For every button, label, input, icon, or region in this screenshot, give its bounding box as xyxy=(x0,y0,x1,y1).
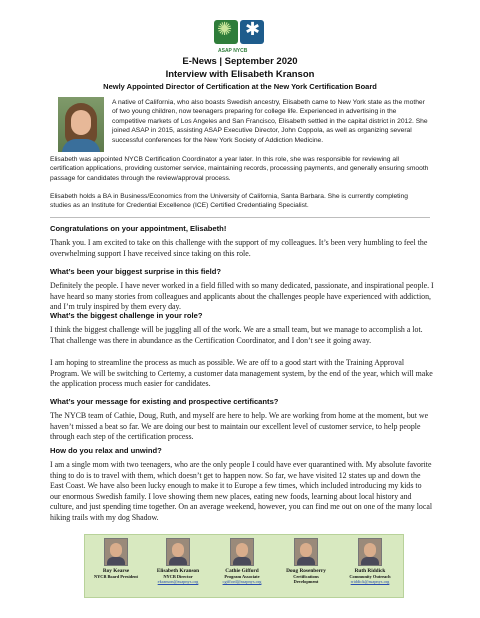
staff-photo xyxy=(104,538,128,566)
question-heading: How do you relax and unwind? xyxy=(50,446,162,455)
answer-paragraph: I think the biggest challenge will be juggling all of the work. We are a small team, but we manage to accomplish a lot. That challenge was there in abundance as the Certification Coordinator, and I don’t see it going away. xyxy=(50,325,423,345)
answer-paragraph: Definitely the people. I have never worked in a field filled with so many dedicated, passionate, and inspirational people. I have heard so many stories from colleagues and applicants about the challenges people have experienced with addiction, and I’m truly inspired by them every day. xyxy=(50,281,434,311)
question-heading: What’s the biggest challenge in your role? xyxy=(50,311,203,320)
staff-email-link[interactable]: cgifford@asapnys.org xyxy=(222,579,262,584)
intro-paragraph-2: Elisabeth was appointed NYCB Certification Coordinator a year later. In this role, she was responsible for reviewing all certification applications, providing customer service, maintaining records, processing payments, and generally ensuring smooth passage for candidates through the review/approval process. xyxy=(50,156,429,182)
staff-role: NYCB Director xyxy=(163,574,193,579)
nycb-logo-icon xyxy=(240,20,264,44)
question-heading: What’s been your biggest surprise in this field? xyxy=(50,267,222,276)
question-heading: What’s your message for existing and prospective certificants? xyxy=(50,397,279,406)
staff-card xyxy=(275,538,337,584)
intro-paragraph-1: A native of California, who also boasts Swedish ancestry, Elisabeth came to New York state as the mother of two young children, now teenagers preparing for college life. Experienced in advertising in the competitive markets of Los Angeles and San Francisco, Elisabeth settled in the capital district in 2012. She joined ASAP in 2015, assisting ASAP Executive Director, John Coppola, as well as organizing several successful conferences for the New York Society of Addiction Medicine. xyxy=(112,99,428,144)
staff-role: Certifications xyxy=(293,574,319,579)
asap-logo-icon xyxy=(214,20,238,44)
answer-paragraph: Thank you. I am excited to take on this challenge with the support of my colleagues. It’s been very humbling to feel the overwhelming support I have received since taking on this role. xyxy=(50,238,428,258)
staff-photo xyxy=(230,538,254,566)
staff-name: Doug Rosenberry xyxy=(286,568,326,574)
staff-role: Community Outreach xyxy=(349,574,391,579)
logo-caption: ASAP NYCB xyxy=(218,48,248,54)
intro-paragraph-3: Elisabeth holds a BA in Business/Economics from the University of California, Santa Barbara. She is currently completing studies as an Institute for Credential Excellence (ICE) Certified Credentialing Specialist. xyxy=(50,193,408,210)
staff-email-link[interactable]: ekranson@asapnys.org xyxy=(157,579,199,584)
staff-card xyxy=(85,538,147,579)
staff-name: Elisabeth Kranson xyxy=(156,568,200,574)
newsletter-issue: E-News | September 2020 xyxy=(182,56,298,67)
article-title: Interview with Elisabeth Kranson xyxy=(165,69,315,80)
answer-paragraph: I am hoping to streamline the process as much as possible. We are off to a good start with the Training Approval Program. We will be switching to Certemy, a customer data management system, by the end of the year, which will make the application process much easier for candidates. xyxy=(50,358,433,388)
staff-role-line2: Development xyxy=(293,579,319,584)
answer-paragraph: The NYCB team of Cathie, Doug, Ruth, and myself are here to help. We are working from home at the moment, but we haven’t missed a beat so far. We are doing our best to maintain our excellent level of customer service, to help people through each step of the certification process. xyxy=(50,411,429,441)
staff-name: Ruth Riddick xyxy=(354,568,386,574)
staff-card xyxy=(339,538,401,584)
portrait-photo xyxy=(58,97,104,152)
staff-name: Cathie Gifford xyxy=(225,568,259,574)
divider xyxy=(50,217,430,218)
staff-card xyxy=(147,538,209,584)
staff-role: Program Associate xyxy=(224,574,260,579)
question-heading: Congratulations on your appointment, Elisabeth! xyxy=(50,224,227,233)
staff-panel xyxy=(84,534,404,598)
staff-photo xyxy=(166,538,190,566)
staff-photo xyxy=(294,538,318,566)
logo-group xyxy=(214,20,268,48)
article-subtitle: Newly Appointed Director of Certification at the New York Certification Board xyxy=(103,82,377,91)
answer-paragraph: I am a single mom with two teenagers, who are the only people I could have ever quarantined with. My absolute favorite thing to do is to travel with them, which doesn’t get to happen now. So far, we have visited 12 states up and down the East Coast. We have also been lucky enough to make it to Europe a few times, which included introducing my kids to our enormous Swedish family. I love showing them new places, eating new foods, learning about local history and culture, and just spending time together. On an average weekend, however, you can find me out on one of the many local hiking trails with my dog Shadow. xyxy=(50,460,433,522)
staff-card xyxy=(211,538,273,584)
staff-role: NYCB Board President xyxy=(93,574,139,579)
staff-name: Roy Kearse xyxy=(102,568,130,574)
staff-email-link[interactable]: rriddick@asapnys.org xyxy=(350,579,390,584)
staff-photo xyxy=(358,538,382,566)
